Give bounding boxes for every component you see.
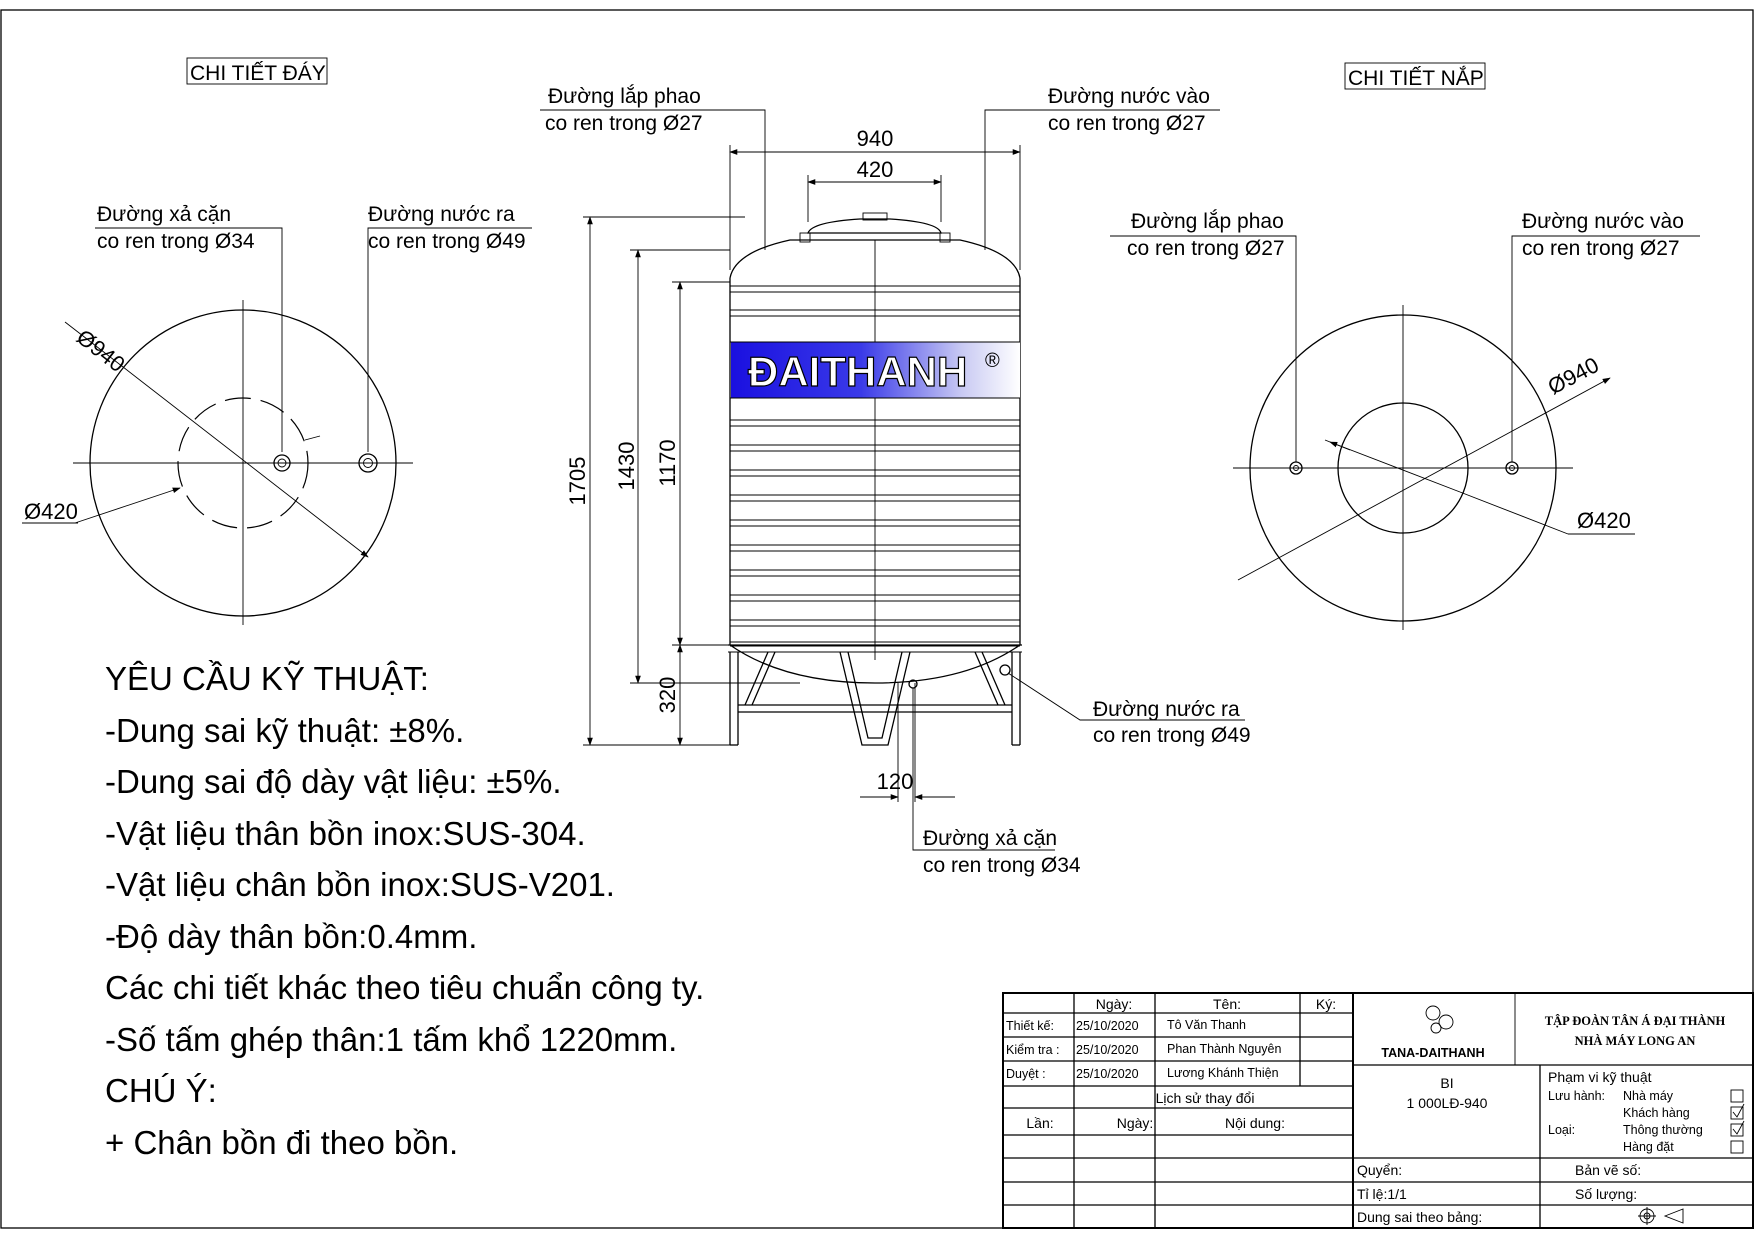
tb-book: Quyển: [1357,1162,1403,1178]
technical-requirements [105,660,704,1161]
tb-drawing-no: Bản vẽ số: [1575,1162,1642,1178]
tb-scale: Tỉ lệ:1/1 [1357,1186,1407,1202]
note-line: + Chân bồn đi theo bồn. [105,1124,459,1161]
brand-logo-text: ĐAITHANH [748,348,968,395]
lid-detail-title: CHI TIẾT NẮP [1348,67,1484,90]
checkbox-special [1731,1141,1743,1153]
lid-inlet-label-2: co ren trong Ø27 [1522,237,1680,260]
tb-logo-text: TANA-DAITHANH [1381,1046,1485,1060]
bottom-drain-label-2: co ren trong Ø34 [97,230,255,253]
front-outlet-label-1: Đường nước ra [1093,698,1240,721]
requirements-heading: YÊU CẦU KỸ THUẬT: [105,660,429,697]
bottom-detail-view [22,58,532,625]
lid-dia940-line [1238,378,1610,580]
requirement-line: -Dung sai độ dày vật liệu: ±5%. [105,763,562,800]
float-label-1: Đường lắp phao [548,85,701,108]
tank-front-view [540,85,1251,877]
tb-col-name: Tên: [1212,996,1242,1012]
tb-tolerance: Dung sai theo bảng: [1357,1209,1483,1225]
lid-dia420-label: Ø420 [1577,508,1631,533]
tb-name: Lương Khánh Thiện [1167,1066,1279,1080]
requirement-line: -Vật liệu thân bồn inox:SUS-304. [105,815,586,852]
tb-history-heading: Lịch sử thay đổi [1155,1090,1255,1106]
inlet-label-2: co ren trong Ø27 [1048,112,1206,135]
tb-factory: Nhà máy [1623,1089,1674,1103]
requirement-line: -Dung sai kỹ thuật: ±8%. [105,712,465,749]
bottom-dia420-leader [75,488,180,523]
lid-detail-view [1110,63,1700,630]
tb-company-2: NHÀ MÁY LONG AN [1574,1034,1696,1048]
note-heading: CHÚ Ý: [105,1072,217,1109]
tb-name: Tô Văn Thanh [1167,1018,1246,1032]
tb-product-code: BI [1440,1075,1454,1091]
bottom-drain-leader [95,228,282,452]
lid-float-label-2: co ren trong Ø27 [1127,237,1285,260]
dim-1170: 1170 [655,439,680,487]
checkbox-factory [1731,1090,1743,1102]
brand-registered-mark: ® [985,350,1000,372]
requirement-line: -Độ dày thân bồn:0.4mm. [105,918,478,955]
inlet-label-1: Đường nước vào [1048,85,1210,108]
tb-name: Phan Thành Nguyên [1167,1042,1282,1056]
bottom-outlet-label-2: co ren trong Ø49 [368,230,526,253]
bottom-drain-label-1: Đường xả cặn [97,203,232,226]
requirement-line: -Vật liệu chân bồn inox:SUS-V201. [105,866,615,903]
tank-lid [808,219,941,233]
lid-inlet-label-1: Đường nước vào [1522,210,1684,233]
tb-special: Hàng đặt [1623,1140,1674,1154]
lid-inlet-leader [1512,236,1700,462]
tb-role: Kiểm tra : [1006,1043,1060,1057]
dim-120: 120 [876,769,914,794]
front-drain-label-2: co ren trong Ø34 [923,854,1081,877]
tb-company-1: TẬP ĐOÀN TÂN Á ĐẠI THÀNH [1544,1014,1726,1028]
bottom-dia940-label: Ø940 [71,324,130,378]
tb-scope-title: Phạm vi kỹ thuật [1548,1069,1652,1085]
bottom-outlet-label-1: Đường nước ra [368,203,515,226]
tb-history-date: Ngày: [1116,1115,1154,1131]
tb-history-times: Lần: [1026,1115,1054,1131]
lid-dia420-leader [1460,492,1568,534]
tb-role: Thiết kế: [1006,1019,1054,1033]
tb-customer: Khách hàng [1623,1106,1690,1120]
tb-circulation: Lưu hành: [1548,1089,1606,1103]
tb-col-sign: Ký: [1315,996,1337,1012]
requirement-line: Các chi tiết khác theo tiêu chuẩn công ty. [105,969,705,1006]
float-label-2: co ren trong Ø27 [545,112,703,135]
dim-320: 320 [655,676,680,714]
bottom-outlet-leader [368,228,532,452]
tb-normal: Thông thường [1623,1123,1703,1137]
tb-date: 25/10/2020 [1076,1043,1139,1057]
requirement-line: -Số tấm ghép thân:1 tấm khổ 1220mm. [105,1021,678,1058]
tb-type: Loại: [1548,1123,1576,1137]
dim-1705: 1705 [565,456,590,506]
title-block [1003,993,1753,1228]
lid-float-leader [1110,236,1296,462]
tb-date: 25/10/2020 [1076,1067,1139,1081]
lid-float-label-1: Đường lắp phao [1131,210,1284,233]
front-outlet-label-2: co ren trong Ø49 [1093,724,1251,747]
front-drain-label-1: Đường xả cặn [923,827,1058,850]
tb-col-date: Ngày: [1095,996,1133,1012]
tb-date: 25/10/2020 [1076,1019,1139,1033]
tb-product-model: 1 000LĐ-940 [1406,1095,1488,1111]
bottom-dia420-label: Ø420 [24,499,78,524]
tank-leg-frame [730,652,1020,745]
tb-history-content: Nội dung: [1225,1115,1285,1131]
dim-940: 940 [856,126,894,151]
lid-dia940-label: Ø940 [1543,352,1603,400]
dim-420: 420 [856,157,894,182]
tb-role: Duyệt : [1006,1067,1046,1081]
bottom-detail-title: CHI TIẾT ĐÁY [190,62,326,85]
tb-quantity: Số lượng: [1575,1186,1638,1202]
dim-1430: 1430 [614,441,639,491]
projection-symbol-icon [1638,1207,1683,1225]
company-logo-icon [1426,1006,1453,1033]
